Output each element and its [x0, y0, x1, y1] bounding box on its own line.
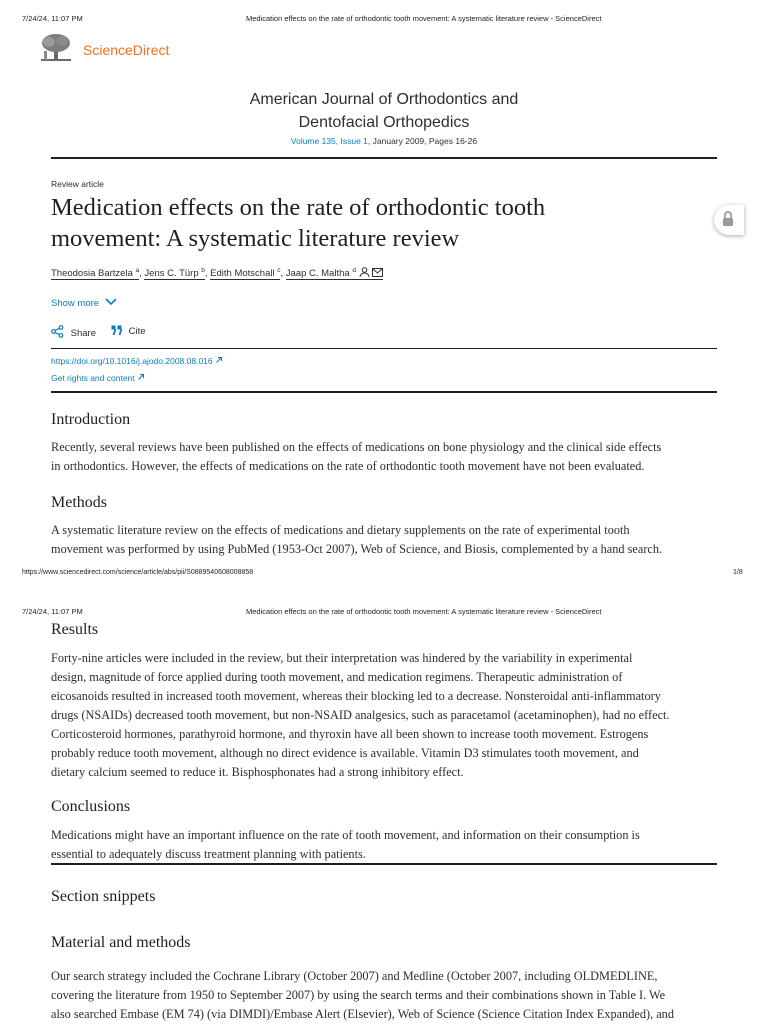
rights-link[interactable]: [51, 373, 145, 383]
article-type: Review article: [51, 179, 104, 189]
journal-citation: [0, 136, 768, 146]
access-lock-button[interactable]: [714, 205, 744, 235]
journal-title-line1[interactable]: American Journal of Orthodontics and: [249, 91, 519, 108]
journal-title-line2[interactable]: Dentofacial Orthopedics: [298, 114, 470, 131]
section-snippets-heading: Section snippets: [51, 888, 156, 905]
citation-pages: , January 2009, Pages 16-26: [367, 136, 478, 146]
article-title: [51, 192, 545, 254]
snippets-divider: [51, 863, 717, 865]
rights-text: Get rights and content: [51, 373, 135, 383]
author-link-maltha[interactable]: Jaap C. Maltha $^d$: [286, 268, 383, 280]
print-datetime: 7/24/24, 11:07 PM: [22, 14, 83, 23]
person-icon: [359, 267, 370, 277]
article-title-line1: Medication effects on the rate of orthodontic tooth: [51, 194, 546, 221]
introduction-heading: Introduction: [51, 411, 131, 428]
print-datetime-2: 7/24/24, 11:07 PM: [22, 607, 83, 616]
print-title: Medication effects on the rate of orthodontic tooth movement: A systematic literature review - ScienceDirect: [246, 14, 602, 23]
author-list: Theodosia Bartzela $^a$, Jens C. Türp $^b$, Edith Motschall $^c$, Jaap C. Maltha $^d$: [51, 267, 383, 279]
methods-heading: Methods: [51, 494, 107, 511]
volume-issue-link[interactable]: Volume 135, Issue 1: [290, 136, 368, 146]
conclusions-text: Medications might have an important influence on the rate of tooth movement, and information on their consumption is essential to adequately discuss treatment planning with patients.: [51, 828, 640, 861]
methods-text: A systematic literature review on the effects of medications and dietary supplements on the rate of experimental tooth movement was performed by using PubMed (1953-Oct 2007), Web of Science, and Biosis, complemented by a hand search.: [51, 523, 663, 556]
author-link-motschall[interactable]: Edith Motschall $^c$: [210, 267, 281, 280]
show-more-toggle[interactable]: [51, 298, 117, 309]
external-link-icon: [137, 373, 145, 381]
article-title-line2: movement: A systematic literature review: [51, 225, 460, 252]
elsevier-tree-logo[interactable]: [38, 33, 74, 63]
cite-label: Cite: [128, 326, 146, 337]
tools-divider: [51, 348, 717, 349]
lock-icon: [714, 205, 744, 235]
abstract-divider: [51, 391, 717, 393]
results-heading: Results: [51, 621, 99, 638]
share-button[interactable]: [51, 325, 96, 339]
introduction-text: Recently, several reviews have been published on the effects of medications on bone physiology and the clinical side effects in orthodontics. However, the effects of medications on the rate of orthodontic tooth movement have not been evaluated.: [51, 440, 662, 473]
show-more-label: Show more: [51, 298, 100, 309]
author-link-turp[interactable]: Jens C. Türp $^b$: [144, 267, 205, 280]
doi-text: https://doi.org/10.1016/j.ajodo.2008.08.016: [51, 356, 213, 366]
results-text: Forty-nine articles were included in the review, but their interpretation was hindered by the variability in experimental design, magnitude of force applied during tooth movement, and medication regimens. Therapeutic administration of eicosanoids resulted in increased tooth movement, whereas their blocking led to a decrease. Nonsteroidal anti-inflammatory drugs (NSAIDs) decreased tooth movement, but non-NSAID analgesics, such as paracetamol (acetaminophen), had no effect. Corticosteroid hormones, parathyroid hormone, and thyroxin have all been shown to increase tooth movement. Estrogens probably reduce tooth movement, although no direct evidence is available. Vitamin D3 stimulates tooth movement, and dietary calcium seemed to reduce it. Bisphosphonates had a strong inhibitory effect.: [51, 651, 670, 779]
material-methods-heading[interactable]: Material and methods: [51, 934, 191, 951]
print-footer-url: https://www.sciencedirect.com/science/article/abs/pii/S0889540608008858: [22, 569, 254, 576]
header-divider: [51, 157, 717, 159]
external-link-icon: [215, 356, 223, 364]
share-label: Share: [70, 328, 96, 339]
sciencedirect-logo[interactable]: ScienceDirect: [83, 42, 170, 58]
print-title-2: Medication effects on the rate of orthodontic tooth movement: A systematic literature review - ScienceDirect: [246, 607, 602, 616]
quote-icon: [111, 325, 123, 336]
print-footer-page: 1/8: [733, 569, 743, 576]
author-link-bartzela[interactable]: Theodosia Bartzela $^a$: [51, 267, 140, 280]
conclusions-heading: Conclusions: [51, 798, 131, 815]
chevron-down-icon: [105, 298, 117, 306]
share-icon: [51, 325, 64, 338]
email-icon: [372, 268, 383, 277]
doi-link[interactable]: [51, 356, 223, 366]
material-methods-text: Our search strategy included the Cochrane Library (October 2007) and Medline (October 2007, including OLDMEDLINE, covering the literature from 1950 to September 2007) by using the search terms and their combinations shown in Table I. We also searched Embase (EM 74) (via DIMDI)/Embase Alert (Elsevier), Web of Science (Science Citation Index Expanded), and: [51, 969, 674, 1021]
cite-button[interactable]: [111, 325, 146, 337]
